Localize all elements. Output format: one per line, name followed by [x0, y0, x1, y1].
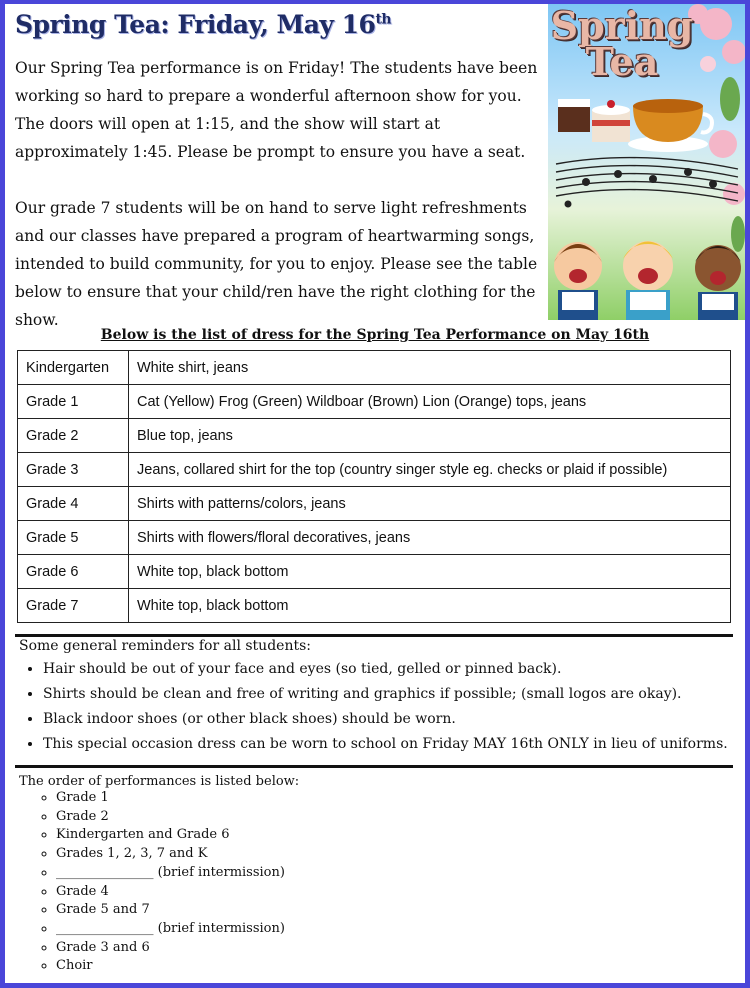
list-item: ◦ _______________ (brief intermission): [56, 864, 299, 883]
list-item: ◦ Grades 1, 2, 3, 7 and K: [56, 845, 299, 864]
divider: [15, 765, 733, 768]
attire-cell: Blue top, jeans: [129, 419, 731, 453]
attire-cell: Jeans, collared shirt for the top (country singer style eg. checks or plaid if possible): [129, 453, 731, 487]
singing-children-icon: [554, 241, 741, 320]
newsletter-page: [5, 4, 745, 983]
page-title: [15, 10, 391, 39]
dress-table-heading: Below is the list of dress for the Spring Tea Performance on May 16th: [100, 327, 650, 343]
grade-cell: Grade 7: [18, 589, 129, 623]
list-item: • This special occasion dress can be worn to school on Friday MAY 16th ONLY in lieu of uniforms.: [43, 732, 734, 757]
grade-cell: Kindergarten: [18, 351, 129, 385]
table-row: [18, 589, 731, 623]
grade-cell: Grade 5: [18, 521, 129, 555]
list-item: ◦ Grade 5 and 7: [56, 901, 299, 920]
table-row: [18, 487, 731, 521]
attire-cell: White shirt, jeans: [129, 351, 731, 385]
title-text: Spring Tea: Friday, May 16: [15, 10, 376, 39]
list-item: ◦ Grade 1: [56, 789, 299, 808]
list-item: ◦ _______________ (brief intermission): [56, 920, 299, 939]
cake-icon: [558, 99, 630, 142]
table-row: [18, 555, 731, 589]
attire-cell: White top, black bottom: [129, 555, 731, 589]
grade-cell: Grade 1: [18, 385, 129, 419]
list-item: ◦ Kindergarten and Grade 6: [56, 826, 299, 845]
attire-cell: Shirts with patterns/colors, jeans: [129, 487, 731, 521]
table-row: [18, 385, 731, 419]
list-item: • Shirts should be clean and free of writing and graphics if possible; (small logos are okay).: [43, 682, 734, 707]
reminders-list: [19, 657, 734, 757]
table-row: [18, 351, 731, 385]
table-row: [18, 453, 731, 487]
grade-cell: Grade 2: [18, 419, 129, 453]
spring-tea-poster-image: [548, 4, 745, 320]
intro-paragraph-1: Our Spring Tea performance is on Friday! The students have been working so hard to prepare a wonderful afternoon show for you. The doors will open at 1:15, and the show will start at approximately 1:45. Please be prompt to ensure you have a seat.: [15, 59, 538, 161]
grade-cell: Grade 6: [18, 555, 129, 589]
list-item: • Hair should be out of your face and eyes (so tied, gelled or pinned back).: [43, 657, 734, 682]
list-item: ◦ Grade 3 and 6: [56, 939, 299, 958]
attire-cell: Cat (Yellow) Frog (Green) Wildboar (Brown) Lion (Orange) tops, jeans: [129, 385, 731, 419]
intro-text: [15, 54, 540, 362]
order-heading: The order of performances is listed below:: [19, 774, 300, 789]
table-row: [18, 521, 731, 555]
teacup-icon: [628, 99, 712, 152]
table-row: [18, 419, 731, 453]
list-item: ◦ Grade 4: [56, 883, 299, 902]
title-suffix: th: [375, 11, 392, 28]
reminders-heading: Some general reminders for all students:: [19, 638, 311, 654]
poster-title-line1: Spring: [550, 4, 694, 48]
poster-title-line2: Tea: [585, 39, 659, 84]
list-item: • Black indoor shoes (or other black shoes) should be worn.: [43, 707, 734, 732]
list-item: ◦ Choir: [56, 957, 299, 976]
attire-cell: White top, black bottom: [129, 589, 731, 623]
divider: [15, 634, 733, 637]
attire-cell: Shirts with flowers/floral decoratives, jeans: [129, 521, 731, 555]
list-item: ◦ Grade 2: [56, 808, 299, 827]
poster-title: [548, 4, 696, 84]
performance-order-section: [19, 774, 299, 976]
grade-cell: Grade 4: [18, 487, 129, 521]
grade-cell: Grade 3: [18, 453, 129, 487]
dress-table: [17, 350, 731, 623]
intro-paragraph-2: Our grade 7 students will be on hand to serve light refreshments and our classes have prepared a program of heartwarming songs, intended to build community, for you to enjoy. Please see the table below to ensure that your child/ren have the right clothing for the show.: [15, 199, 538, 329]
reminders-section: [19, 638, 734, 757]
order-list: [19, 789, 299, 976]
